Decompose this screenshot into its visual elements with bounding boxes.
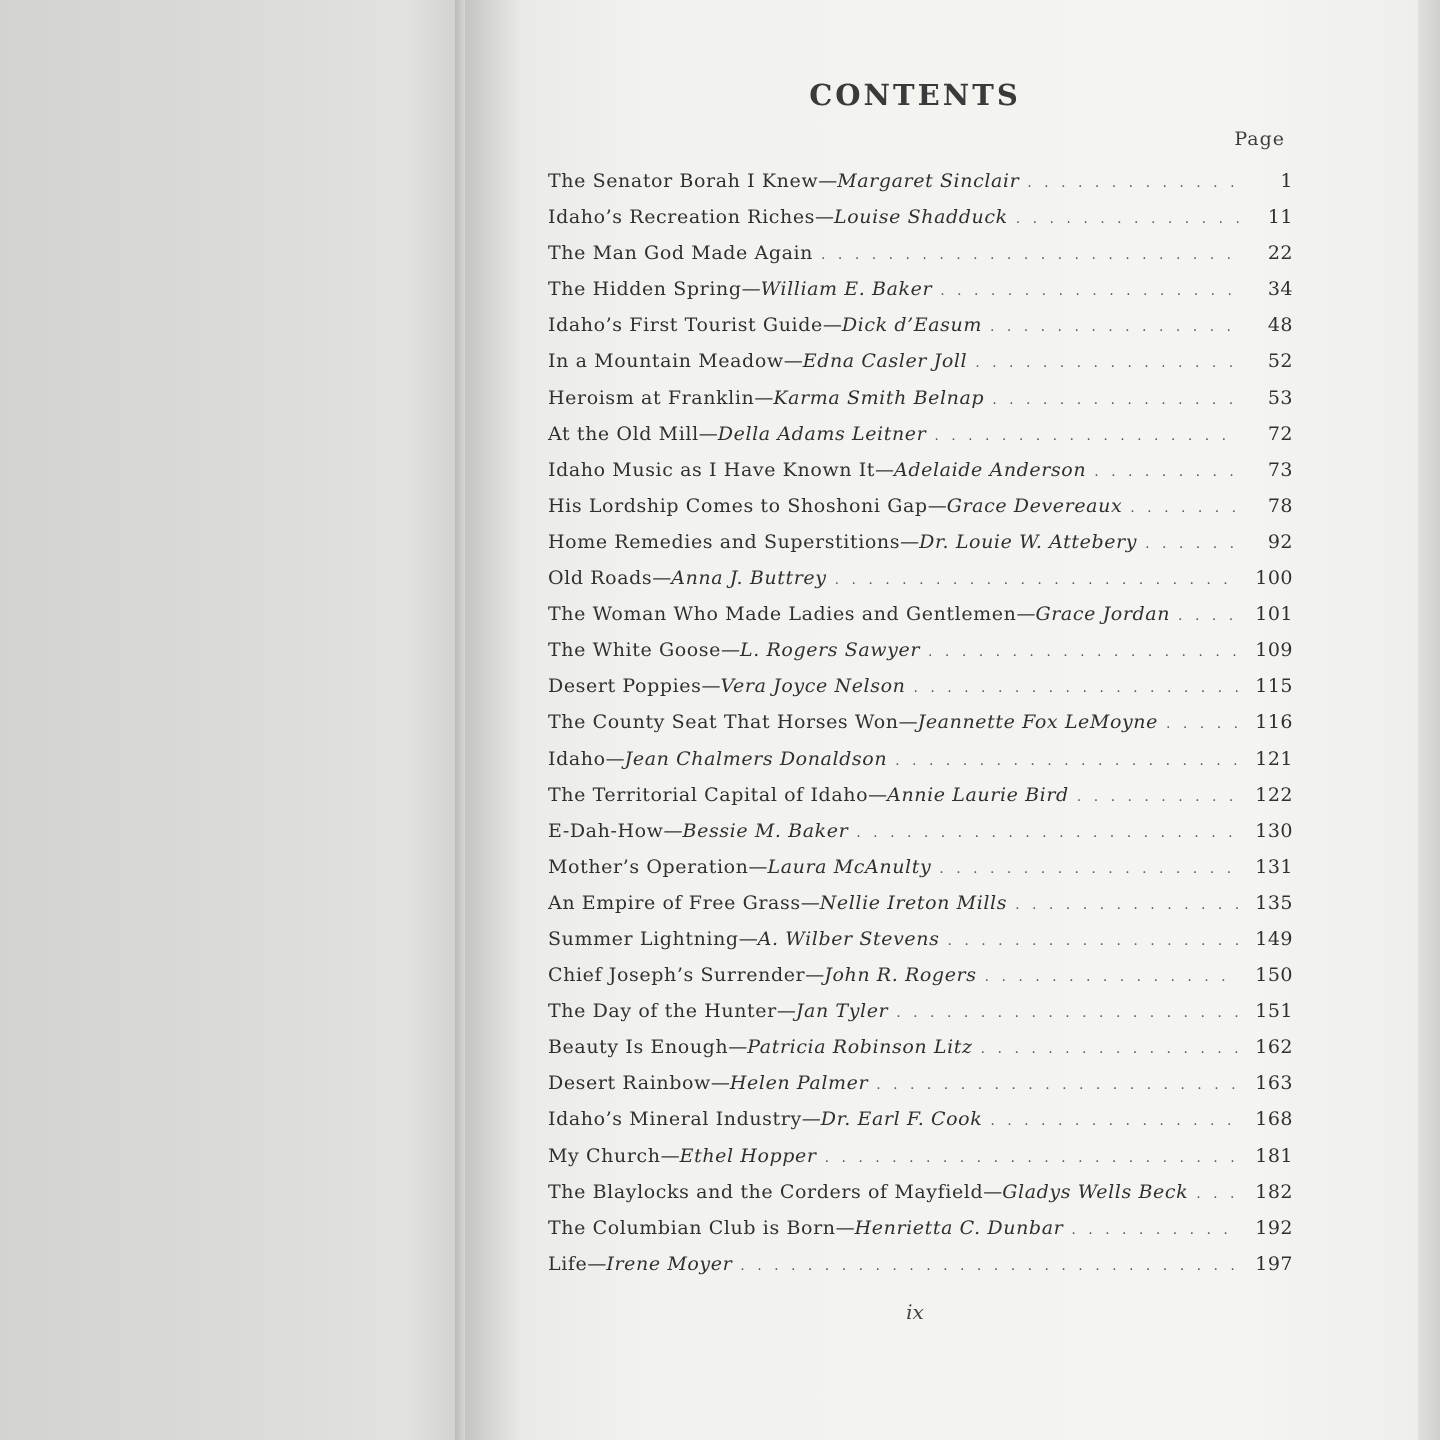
toc-entry-dash: — [868, 783, 888, 806]
dot-leader [825, 1140, 1239, 1176]
toc-entry-title: Idaho’s First Tourist Guide [548, 314, 823, 337]
dot-leader [990, 309, 1239, 345]
dot-leader [947, 923, 1239, 959]
toc-entry-dash: — [875, 458, 895, 481]
toc-entry-author: Bessie M. Baker [682, 819, 849, 842]
toc-entry-page-number: 101 [1255, 603, 1293, 626]
toc-entry-dash: — [728, 1036, 748, 1059]
dot-leader [1130, 490, 1239, 526]
toc-entry [548, 271, 1293, 307]
dot-leader [1178, 598, 1239, 634]
toc-entry-dash: — [605, 747, 625, 770]
toc-entry [548, 849, 1293, 885]
toc-entry-title: Chief Joseph’s Surrender [548, 964, 806, 987]
toc-entry-dash: — [822, 314, 842, 337]
toc-entry-page-number: 192 [1255, 1216, 1293, 1239]
toc-entry [548, 777, 1293, 813]
book-gutter [465, 0, 520, 1440]
toc-entry [548, 1101, 1293, 1137]
toc-entry-dash: — [776, 1000, 796, 1023]
dot-leader [1071, 1212, 1239, 1248]
toc-entry-dash: — [710, 1072, 730, 1095]
toc-entry-author: Vera Joyce Nelson [720, 675, 906, 698]
toc-entry-page-number: 181 [1255, 1144, 1293, 1167]
toc-entry-page-number: 135 [1255, 891, 1293, 914]
toc-entry-dash: — [587, 1252, 607, 1275]
toc-entry-page-number: 122 [1255, 783, 1293, 806]
table-of-contents [548, 163, 1293, 1282]
toc-entry-dash: — [783, 350, 803, 373]
toc-entry-dash: — [818, 170, 838, 192]
toc-entry-title: Beauty Is Enough [548, 1036, 729, 1059]
toc-entry-page-number: 78 [1267, 494, 1293, 517]
toc-entry-dash: — [835, 1216, 855, 1239]
toc-entry-title: Old Roads [548, 567, 653, 590]
dot-leader [835, 562, 1239, 598]
toc-entry-dash: — [801, 1108, 821, 1131]
toc-entry-page-number: 130 [1255, 819, 1293, 842]
toc-entry-title: The Day of the Hunter [548, 1000, 777, 1023]
toc-entry-dash: — [898, 711, 918, 734]
dot-leader [1094, 454, 1239, 490]
toc-entry-title: The County Seat That Horses Won [548, 711, 899, 734]
toc-entry-author: A. Wilber Stevens [757, 927, 940, 950]
toc-entry-page-number: 116 [1255, 711, 1293, 734]
toc-entry-title: Heroism at Franklin [548, 386, 755, 409]
toc-entry-author: Grace Jordan [1035, 603, 1171, 626]
toc-entry-page-number: 11 [1267, 206, 1293, 229]
toc-entry-author: Laura McAnulty [767, 855, 932, 878]
toc-entry-author: Jan Tyler [795, 1000, 889, 1023]
toc-entry [548, 668, 1293, 704]
toc-entry-dash: — [805, 964, 825, 987]
dot-leader [1015, 887, 1239, 923]
toc-entry [548, 235, 1293, 271]
toc-entry-author: Dr. Louie W. Attebery [919, 530, 1138, 553]
toc-entry-dash: — [800, 891, 820, 914]
toc-entry-title: An Empire of Free Grass [548, 891, 801, 914]
toc-entry-title: Idaho’s Recreation Riches [548, 206, 816, 229]
toc-entry-author: Dr. Earl F. Cook [820, 1108, 983, 1131]
toc-entry-dash: — [721, 639, 741, 662]
page-number-folio: ix [906, 1300, 924, 1324]
toc-entry-author: Anna J. Buttrey [671, 567, 827, 590]
toc-entry [548, 416, 1293, 452]
left-page [0, 0, 463, 1440]
toc-entry [548, 524, 1293, 560]
dot-leader [990, 1103, 1239, 1139]
toc-entry-page-number: 197 [1255, 1252, 1293, 1275]
toc-entry-dash: — [738, 927, 758, 950]
toc-entry-dash: — [663, 819, 683, 842]
dot-leader [896, 995, 1239, 1031]
toc-entry-author: Annie Laurie Bird [887, 783, 1069, 806]
toc-entry [548, 199, 1293, 235]
toc-entry-title: Mother’s Operation [548, 855, 749, 878]
toc-entry-dash: — [754, 386, 774, 409]
toc-entry [548, 488, 1293, 524]
toc-entry-title: Summer Lightning [548, 927, 739, 950]
toc-entry [548, 163, 1293, 199]
toc-entry-author: Henrietta C. Dunbar [854, 1216, 1064, 1239]
toc-entry-author: Dick d’Easum [841, 314, 982, 337]
toc-entry-author: Della Adams Leitner [717, 422, 927, 445]
toc-entry [548, 343, 1293, 379]
toc-entry [548, 1065, 1293, 1101]
toc-entry-page-number: 1 [1280, 170, 1293, 192]
toc-entry [548, 596, 1293, 632]
toc-entry [548, 1174, 1293, 1210]
toc-entry-dash: — [900, 530, 920, 553]
toc-entry-title: Home Remedies and Superstitions [548, 530, 901, 553]
toc-entry-title: Idaho [548, 747, 606, 770]
toc-entry [548, 380, 1293, 416]
toc-entry [548, 741, 1293, 777]
dot-leader [992, 382, 1239, 418]
dot-leader [856, 815, 1239, 851]
toc-entry-title: The Senator Borah I Knew [548, 170, 819, 192]
toc-entry-page-number: 109 [1255, 639, 1293, 662]
toc-entry-title: The Woman Who Made Ladies and Gentlemen [548, 603, 1017, 626]
toc-entry-title: My Church [548, 1144, 661, 1167]
toc-entry-title: The Man God Made Again [548, 242, 814, 265]
toc-entry-title: In a Mountain Meadow [548, 350, 784, 373]
contents-heading: CONTENTS [809, 78, 1021, 112]
dot-leader [1016, 201, 1239, 237]
toc-entry-dash: — [1016, 603, 1036, 626]
dot-leader [1077, 779, 1239, 815]
toc-entry-title: Desert Poppies [548, 675, 702, 698]
toc-entry [548, 307, 1293, 343]
dot-leader [928, 634, 1239, 670]
dot-leader [934, 418, 1239, 454]
toc-entry-author: L. Rogers Sawyer [740, 639, 921, 662]
toc-entry-title: The Territorial Capital of Idaho [548, 783, 869, 806]
toc-entry [548, 921, 1293, 957]
dot-leader [981, 1031, 1239, 1067]
toc-entry-title: The White Goose [548, 639, 722, 662]
toc-entry-title: The Hidden Spring [548, 278, 742, 301]
toc-entry-dash: — [815, 206, 835, 229]
toc-entry-title: At the Old Mill [548, 422, 699, 445]
toc-entry [548, 632, 1293, 668]
toc-entry [548, 813, 1293, 849]
toc-entry-page-number: 22 [1267, 242, 1293, 265]
toc-entry-page-number: 73 [1267, 458, 1293, 481]
toc-entry-dash: — [741, 278, 761, 301]
toc-entry-page-number: 53 [1267, 386, 1293, 409]
toc-entry-page-number: 168 [1255, 1108, 1293, 1131]
toc-entry-page-number: 115 [1255, 675, 1293, 698]
toc-entry [548, 560, 1293, 596]
dot-leader [876, 1067, 1239, 1103]
toc-entry-author: Jean Chalmers Donaldson [624, 747, 888, 770]
toc-entry-author: Helen Palmer [729, 1072, 869, 1095]
toc-entry-page-number: 34 [1267, 278, 1293, 301]
dot-leader [940, 273, 1239, 309]
dot-leader [1145, 526, 1239, 562]
toc-entry-title: Idaho’s Mineral Industry [548, 1108, 802, 1131]
dot-leader [1027, 165, 1239, 201]
page-column-label: Page [1234, 128, 1285, 150]
toc-entry-page-number: 52 [1267, 350, 1293, 373]
toc-entry-dash: — [660, 1144, 680, 1167]
toc-entry-author: Ethel Hopper [679, 1144, 817, 1167]
toc-entry-page-number: 92 [1267, 530, 1293, 553]
toc-entry-author: Grace Devereaux [946, 494, 1123, 517]
toc-entry-author: John R. Rogers [824, 964, 977, 987]
toc-entry-page-number: 131 [1255, 855, 1293, 878]
toc-entry-dash: — [927, 494, 947, 517]
toc-entry-page-number: 149 [1255, 927, 1293, 950]
toc-entry-title: His Lordship Comes to Shoshoni Gap [548, 494, 928, 517]
toc-entry [548, 704, 1293, 740]
dot-leader [1166, 706, 1239, 742]
toc-entry [548, 885, 1293, 921]
left-page-edge [455, 0, 465, 1440]
right-page-edge [1418, 0, 1440, 1440]
dot-leader [939, 851, 1239, 887]
toc-entry-page-number: 121 [1255, 747, 1293, 770]
toc-entry [548, 1029, 1293, 1065]
toc-entry-dash: — [698, 422, 718, 445]
dot-leader [1196, 1176, 1239, 1212]
toc-entry [548, 1246, 1293, 1282]
toc-entry-title: Desert Rainbow [548, 1072, 711, 1095]
toc-entry-title: The Blaylocks and the Corders of Mayfield [548, 1180, 984, 1203]
toc-entry-dash: — [701, 675, 721, 698]
toc-entry-author: Gladys Wells Beck [1002, 1180, 1189, 1203]
dot-leader [913, 670, 1239, 706]
toc-entry-page-number: 48 [1267, 314, 1293, 337]
toc-entry-author: Irene Moyer [606, 1252, 733, 1275]
toc-entry-title: E-Dah-How [548, 819, 664, 842]
toc-entry-author: Karma Smith Belnap [773, 386, 985, 409]
toc-entry-page-number: 72 [1267, 422, 1293, 445]
toc-entry [548, 1138, 1293, 1174]
toc-entry-title: Life [548, 1252, 588, 1275]
toc-entry-author: William E. Baker [760, 278, 933, 301]
toc-entry [548, 993, 1293, 1029]
toc-entry-author: Adelaide Anderson [894, 458, 1087, 481]
toc-entry-page-number: 100 [1255, 567, 1293, 590]
toc-entry-page-number: 150 [1255, 964, 1293, 987]
toc-entry-page-number: 162 [1255, 1036, 1293, 1059]
toc-entry-author: Louise Shadduck [834, 206, 1008, 229]
toc-entry-author: Patricia Robinson Litz [747, 1036, 973, 1059]
toc-entry-author: Nellie Ireton Mills [819, 891, 1008, 914]
toc-entry [548, 1210, 1293, 1246]
toc-entry [548, 957, 1293, 993]
toc-entry-author: Jeannette Fox LeMoyne [917, 711, 1158, 734]
dot-leader [821, 237, 1239, 273]
dot-leader [740, 1248, 1239, 1284]
toc-entry-author: Edna Casler Joll [802, 350, 968, 373]
toc-entry-page-number: 151 [1255, 1000, 1293, 1023]
dot-leader [895, 743, 1239, 779]
toc-entry-title: Idaho Music as I Have Known It [548, 458, 876, 481]
toc-entry-dash: — [748, 855, 768, 878]
toc-entry [548, 452, 1293, 488]
dot-leader [975, 345, 1239, 381]
toc-entry-page-number: 163 [1255, 1072, 1293, 1095]
toc-entry-dash: — [983, 1180, 1003, 1203]
toc-entry-title: The Columbian Club is Born [548, 1216, 836, 1239]
toc-entry-dash: — [652, 567, 672, 590]
toc-entry-page-number: 182 [1255, 1180, 1293, 1203]
toc-entry-author: Margaret Sinclair [837, 170, 1020, 192]
dot-leader [985, 959, 1239, 995]
